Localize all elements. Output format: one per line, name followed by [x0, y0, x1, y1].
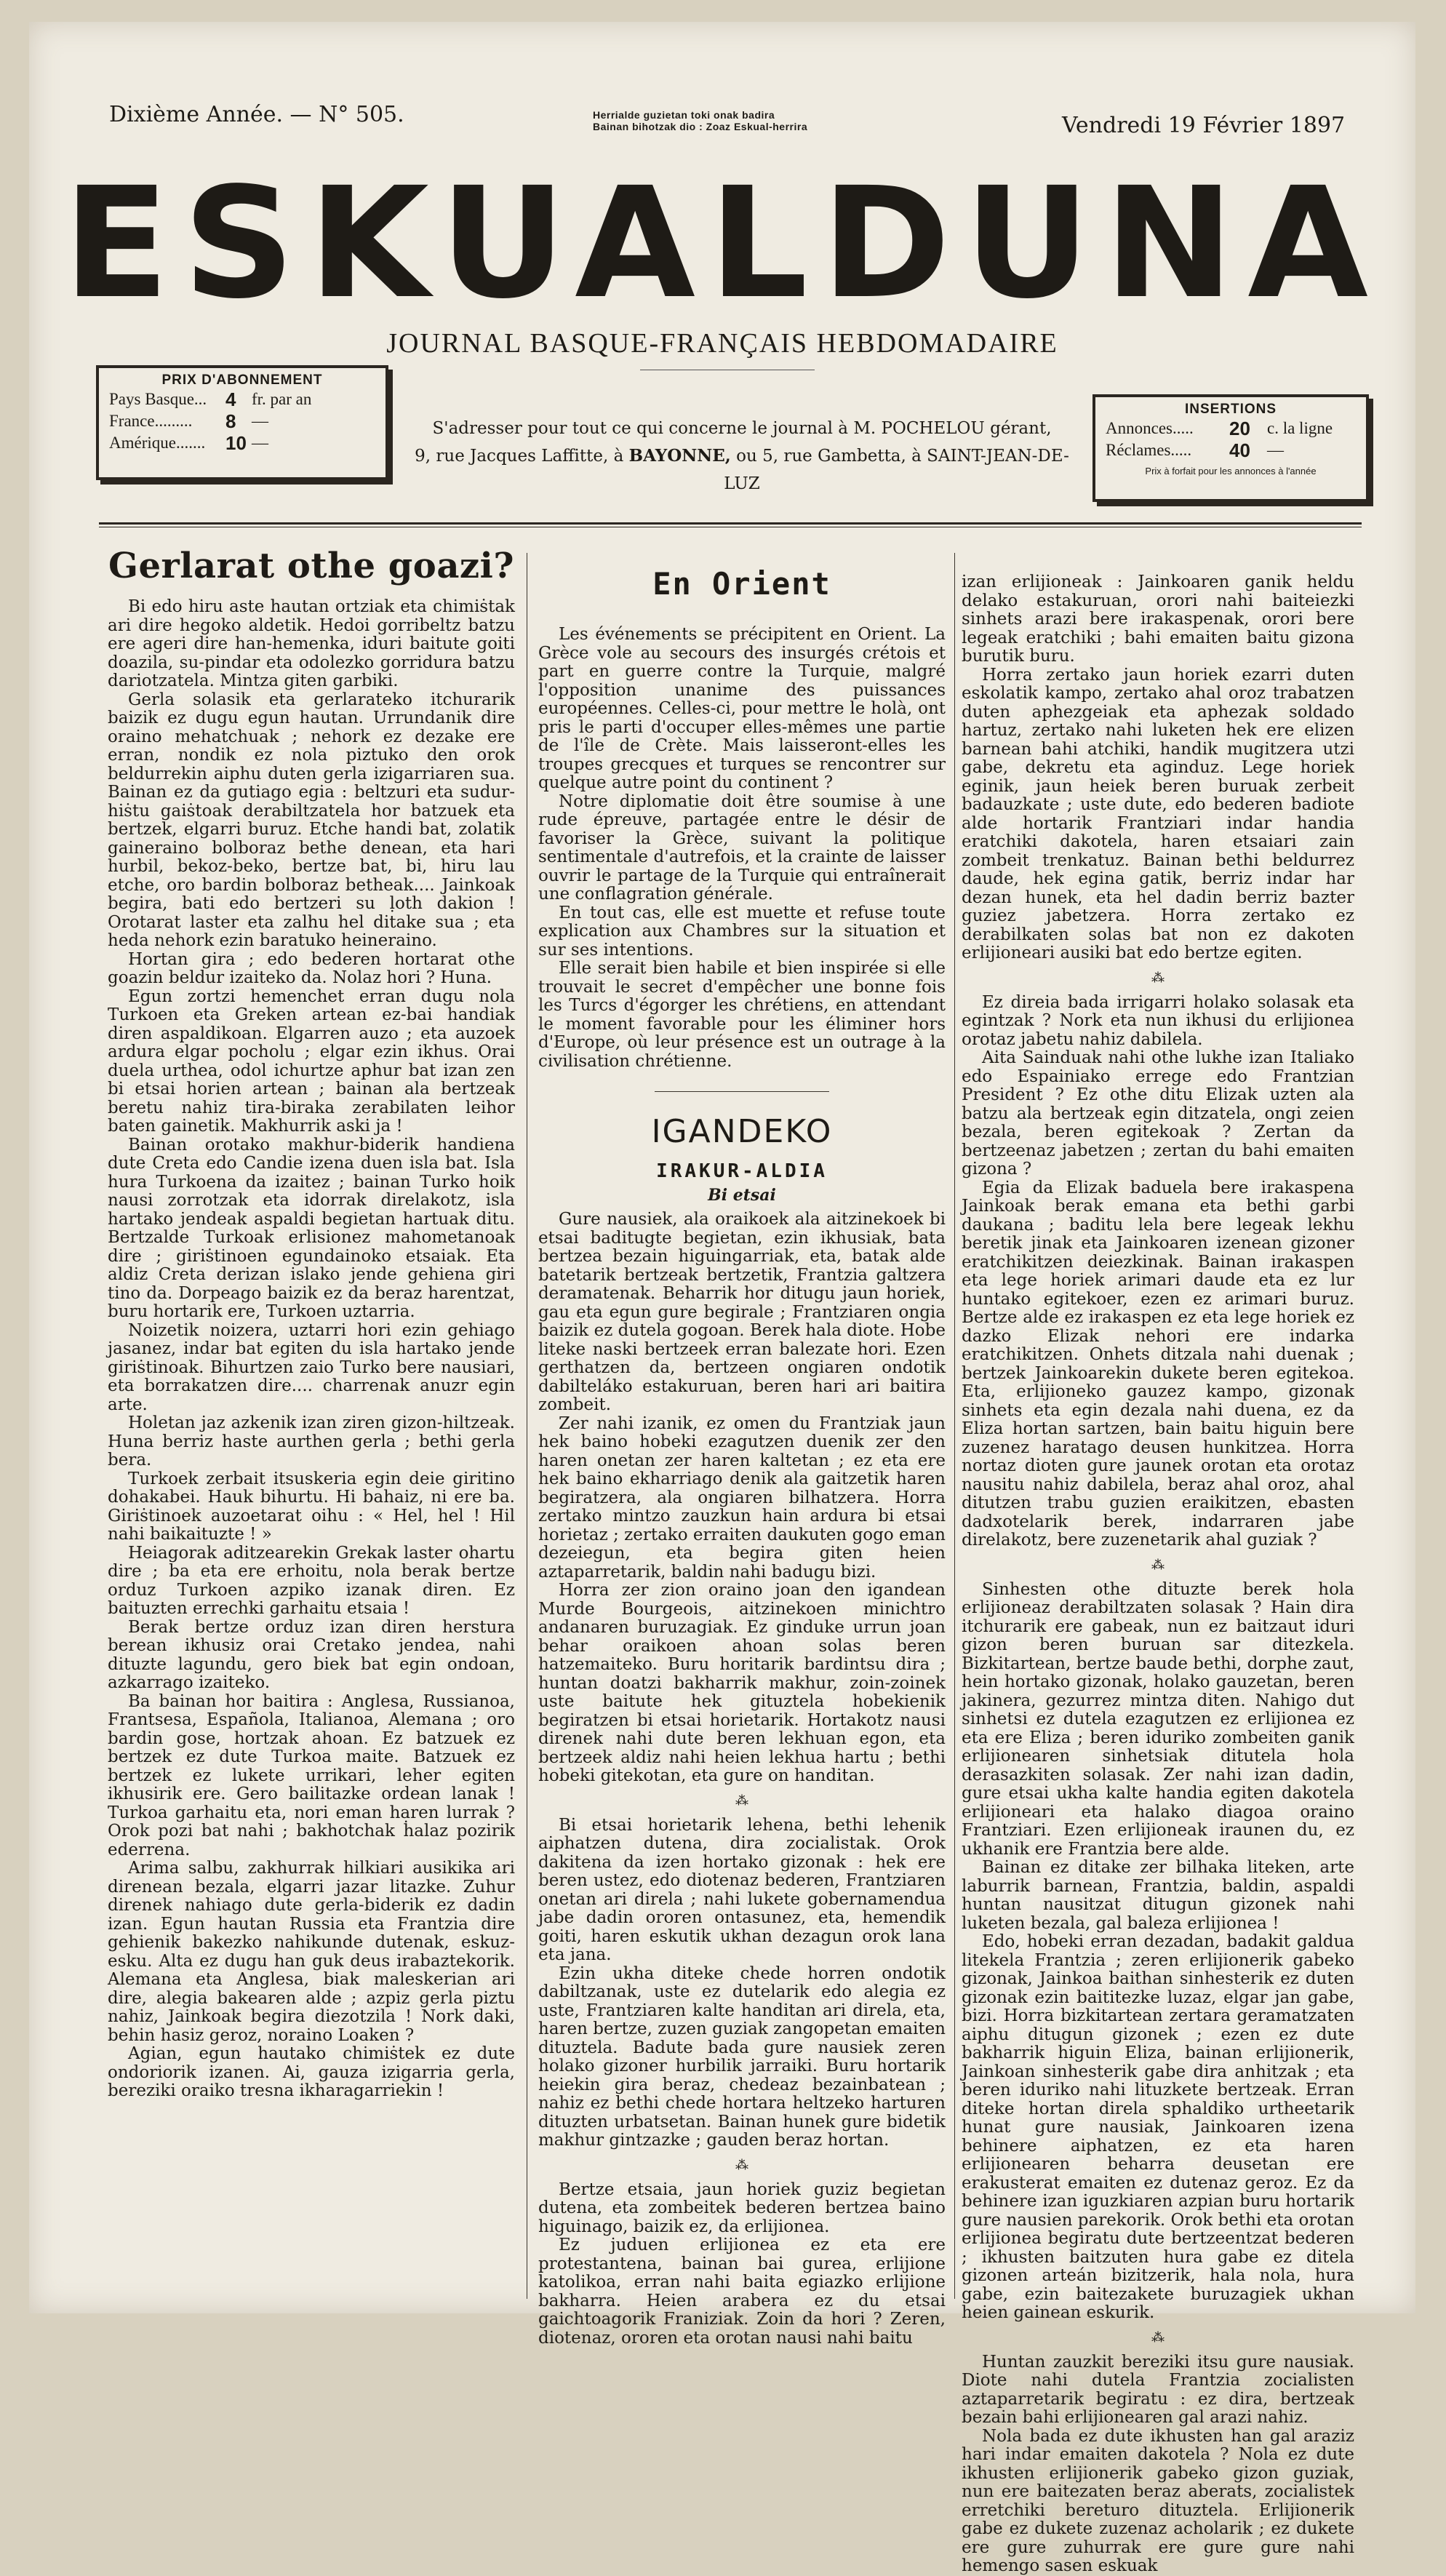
subscription-label: Amérique....... — [109, 434, 206, 452]
paragraph: Arima salbu, zakhurrak hilkiari ausikika ari direnean bezala, elgarri jazar litazke. Zuhur direnek nahiago dute gerla-biderik ez dadin izan. Egun hautan Russia eta Frantzia dire gehienik bakezko nahikunde dutenak, eskuz-esku. Alta ez dugu han guk deus irabaztekorik. Alemana eta Anglesa, biak maleskerian ari dire, alegia bakearen alde ; azpiz gerla piztu nahiz, Jainkoak begira diezotzila ! Nork daki, behin hasiz geroz, noraino Loaken ? — [108, 1859, 515, 2045]
paragraph: Hortan gira ; edo bederen hortarat othe goazin beldur izaiteko da. Nolaz hori ? Huna. — [108, 949, 515, 987]
insertions-price: 40 — [1229, 439, 1250, 461]
subscription-unit: fr. par an — [252, 390, 312, 408]
paragraph: Zer nahi izanik, ez omen du Frantziak jaun hek baino hobeki ezagutzen duenik zer den haren onetan zer haren kaltetan ; ez eta ere hek baino ekharriago denik ala gaitzetik haren begiratzera, ala ongiaren bilhatzera. Horra zertako mintzo zauzkun hain ardura bi etsai horietaz ; zertako erraiten daukuten gogo eman dezeiegun, eta begira giten heien aztaparretarik, baldin nahi badugu bizi. — [538, 1413, 946, 1582]
article-title: Gerlarat othe goazi? — [108, 546, 515, 586]
article-body — [962, 573, 1354, 2576]
article-body — [108, 598, 515, 2101]
section-subtitle: IRAKUR-ALDIA — [656, 1160, 828, 1182]
subscription-unit: — — [252, 434, 268, 452]
paragraph: Noizetik noizera, uztarri hori ezin gehiago jasanez, indar bat egiten du isla hartako jende giriṡtinoak. Bihurtzen zaio Turko bere nausiari, eta borrakatzen dire.... charrenak anuzr egin arte. — [108, 1320, 515, 1414]
subscription-box — [96, 365, 388, 480]
paragraph: En tout cas, elle est muette et refuse toute explication aux Chambres sur la situation et sur ses intentions. — [538, 903, 946, 960]
paragraph: Ezin ukha ditеke chede horren ondotik dabiltzanak, uste ez dutelarik edo alegia ez uste, Frantziaren kalte handitan ari direla, eta, haren bertze, zuzen guziak zangopetan emaiten dituztela. Badute bada gure nausiek zeren holako gizoner hurbilik jarraiki. Buru hortarik heiekin gira beraz, chedeaz bezainbatean ; nahiz ez bethi chede hortara heltzeko harturen dituzten urbatsetan. Bainan hunek gure bidetik makhur gintzazke ; gauden beraz hortan. — [538, 1963, 946, 2150]
subscription-row — [109, 432, 375, 454]
motto-line-2: Bainan bihotzak dio : Zoaz Eskual-herrira — [593, 121, 808, 132]
separator-stars: ⁂ — [735, 2157, 748, 2173]
subscription-row — [109, 410, 375, 432]
address-part: ou 5, rue Gambetta, à SAINT-JEAN-DE-LUZ — [724, 447, 1069, 493]
subscription-label: France......... — [109, 412, 193, 430]
insertions-box — [1093, 394, 1369, 502]
paragraph: Aita Sainduak nahi othe lukhe izan Italiako edo Espainiako erregе edo Frantzian President ? Ez othe ditu Elizak uzten ala batzu ala bertzeak egin ditzatela, ongi zeien bezala, beren egitekoak ? Zertan da bertzeenaz jabetzen ; zertan du bahi emaiten gizona ? — [962, 1048, 1354, 1179]
paragraph: Sinhesten othe dituzte berek hola erlijioneaz derabiltzaten solasak ? Hain dira itchurarik ere gabeak, nun ez baitzaut iduri gizon beren buruan sar ditezkela. Bizkitartean, bertze baude bethi, dorphe zaut, hein hortako gizonak, holako gauzetan, beren jakinera, gezurrez mintza diten. Nahigo dut sinhetsi ez dutela ezagutzen ez erlijionea ez eta ere Eliza ; beren iduriko zombeiten ganik erlijionearen sinhetsiak ditutela hola derasazkiten solasak. Zer nahi izan dadin, gure etsai ukha kalte handia egiten dakotela erlijioneari eta halako diagoa oraino Frantziari. Ezen erlijioneak iraunen du, ez ukhanik ere Frantzia bere alde. — [962, 1579, 1354, 1859]
insertions-row — [1106, 418, 1356, 439]
column-divider — [954, 553, 955, 2299]
paragraph: Berak bertze orduz izan diren herstura berean ikhusiz orai Cretako jendea, nahi dituzte lagundu, gero biek bat egin ondoan, azkarrago izaiteko. — [108, 1617, 515, 1692]
insertions-unit: — — [1267, 441, 1284, 459]
paragraph: Heiagorak aditzearekin Grekak laster ohartu dire ; ba eta ere erhoitu, nola berak bertze orduz Turkoen azpiko izanak diren. Ez baituzten errechki garhaitu etsaia ! — [108, 1543, 515, 1618]
insertions-note: Prix à forfait pour les annonces à l'année — [1145, 466, 1317, 476]
paragraph: izan erlijioneak : Jainkoaren ganik heldu delako estakuruan, orori nahi baiteiezki sinhets arazi bere irakaspenak, orori bere legeak eratchiki ; bahi emaiten baitu gizona burutik buru. — [962, 573, 1354, 666]
separator-stars: ⁂ — [735, 1793, 748, 1809]
masthead-subtitle: JOURNAL BASQUE-FRANÇAIS HEBDOMADAIRE — [386, 328, 1058, 359]
subscription-price: 4 — [225, 388, 236, 410]
subscription-label: Pays Basque... — [109, 390, 207, 408]
address-line-2 — [407, 442, 1076, 498]
insertions-label: Annonces..... — [1106, 419, 1194, 437]
paragraph: Gerla solasik eta gerlarateko itchurarik baizik ez dugu egun hautan. Urrundanik dire oraino mehatchuak ; nehork ez dezake ere erran, nondik ez nola piztuko den orok beldurrekin aiphu duten gerla izigarriaren sua. Bainan ez da gutiago egia : beltzuri eta sudur-hiṡtu gaiṡtoak derabiltzatela hor batzuek eta bertzek, elgarri buruz. Etche handi bat, zolatik gaineraino bolboraz bethe denean, eta hari hurbil, bekoz-beko, bertze bat, bi, hiru lau etche, oro bardin bolboraz betheak.... Jainkoak begira, bati edo bertzeri su ḷoth dakion ! Orotarat laster eta zalhu hel ditake sua ; eta heda nehork ezin baratuko heineraino. — [108, 690, 515, 950]
paragraph: Ez juduen erlijionea ez eta ere protestantena, bainan bai gurea, erlijione katolikoa, erran nahi baita egiazko erlijione bakharra. Heien arabera ez du etsai gaichtoagorik Franiziak. Zoin da hori ? Zeren, diotenaz, ororen eta orotan nausi nahi baitu — [538, 2236, 946, 2348]
paragraph: Edo, hobeki erran dezadan, badakit galdua litekela Frantzia ; zeren erlijionerik gabeko gizonak, Jainkoa baithan sinhesterik ez duten gizonak ezin baititezke luzaz, elgar jan gabe, bizi. Horra bizkitartean zertara geramatzaten aiphu ditugun gizonek ; ezen ez dute bakharrik higuin Eliza, bainan erlijionerik, Jainkoan sinhesterik gabe dira anhitzak ; eta beren iduriko nahi lituzkete bertzeak. Erran ditеke hortan direla sphaldiko urtheetarik hunat gure nausiak, Jainkoaren izena behinere aiphatzen, ez eta haren erlijionearen beharra deusetan ere erakusterat emaiten ez dutenaz geroz. Ez da behinere izan iguzkiaren azpian buru hortarik gure nausien parekorik. Orok bethi eta orotan erlijionea begiratu dute bertzeentzat bederen ; ikhusten baitzuten hura gabe ez ditela gizonen arteán bizitzerik, hala nola, hura gabe, ezin baitezakete buruzagiek ukhan heien gainean eskurik. — [962, 1932, 1354, 2322]
paragraph: Bi etsai horietarik lehena, bethi lehenik aiphatzen dutena, dira zocialistak. Orok dakitena da izen hortako gizonak : hek ere beren ustez, edo diotenaz bederen, Frantziaren onetan ari direla ; nahi lukete gobernamenduа jabe dadin ororen ontasunez, eta, hemendik goiti, haren eskutik ukhan dezagun orok lana eta jana. — [538, 1815, 946, 1964]
motto-line-1: Herrialde guzietan toki onak badira — [593, 109, 775, 121]
paragraph: Holetan jaz azkenik izan ziren gizon-hiltzeak. Huna berriz haste aurthen gerla ; bethi gerla bera. — [108, 1413, 515, 1470]
newspaper-page — [29, 22, 1415, 2575]
subscription-price: 10 — [225, 432, 247, 454]
article-title: En Orient — [652, 566, 831, 602]
paragraph: Agian, egun hautako chimiṡtek ez dute ondoriorik izanen. Ai, gauza izigarria gerla, bereziki oraiko tresna ikharagarriekin ! — [108, 2044, 515, 2100]
insertions-row — [1106, 439, 1356, 461]
paragraph: Bertze etsaia, jaun horiek guziz begietan dutena, eta zombeitek bederen bertzea baino higuinago, baizik ez, da erlijionea. — [538, 2180, 946, 2236]
paragraph: Egun zortzi hemenchet erran dugu nola Turkoen eta Greken artean ez-bai handiak diren aspaldikoan. Elgarren auzo ; eta auzoek ardura elgar pocholu ; elgar ezin ikhus. Orai duela urthea, odol ichurtze aphur bat izan zen bi etsai horien artean ; bainan ala bertzeak beretu nahiz tira-biraka zerabilaten leihor baten gainetik. Makhurrik aski ja ! — [108, 986, 515, 1136]
subscription-unit: — — [252, 412, 268, 430]
masthead-title: ESKUALDUNA — [63, 154, 1382, 332]
insertions-unit: c. la ligne — [1267, 419, 1333, 437]
address-line-1: S'adresser pour tout ce qui concerne le journal à M. POCHELOU gérant, — [432, 419, 1052, 438]
paragraph: Bainan orotako makhur-biderik handiena dute Creta edo Candie izena duen isla bat. Isla hura Turkoena da izaitez ; bainan Turko hoik nausi zorrotzak eta idorrak direlakotz, isla hartako jendeak aspaldi begietan hartuak ditu. Bertzalde Turkoak erlisionez mahometanoak dire ; giriṡtinoen egundainoko etsaiak. Eta aldiz Creta derizan islako jende gehiena giri tino da. Dorpeago baizik ez da beraz harentzat, buru hortarik ere, Turkoen uztarria. — [108, 1135, 515, 1321]
issue-number: Dixième Année. — N° 505. — [109, 102, 404, 127]
paragraph: Horra zertako jaun horiek ezarri duten eskolatik kampo, zertako ahal oroz trabatzen duten aphezgeiak eta aphezak soldado hartuz, zertako nahi luketen hek ere elizen barnean bahi atchiki, handik mugitzera utzi gabe, dekretu eta aginduz. Lege horiek eginik, jaun heiek beren buruak zerbeit badauzkate ; uste dute, edo bederen badiote alde hortarik Frantziari indar handia eratchiki dakotela, haren etsaiari zain zombeit trenkatuz. Bainan bethi beldurrez daude, hek egina gatik, berriz indar har dezan hunek, eta hel dadin berriz bazter guziez jabetzera. Horra zertako ez derabilkaten solas bat non ez dakoten erlijioneari ausiki bat edo bertze egiten. — [962, 665, 1354, 962]
subscription-row — [109, 388, 375, 410]
subscription-title: PRIX D'ABONNEMENT — [161, 372, 323, 388]
article-body — [538, 1211, 946, 2348]
address-city: BAYONNE, — [628, 446, 731, 466]
paragraph: Ez direia bada irrigarri holako solasak eta egintzak ? Nork eta nun ikhusi du erlijionea orotaz jabetu nahiz dabilela. — [962, 992, 1354, 1049]
paragraph: Gure nausiek, ala oraikoek ala aitzinekoek bi etsai baditugte begietan, ezin ikhusiak, bata bertzea bezain higuingarriak, eta, batak alde batetarik bertzeak bertzetik, Frantzia galtzera deramatenak. Beharrik hor ditugu jaun horiek, gau eta egun gure begirale ; Frantziaren ongia baizik ez dutela gogoan. Berek hala diote. Hobe liteke naski bertzeek erran balezate hori. Ezen gerthatzen da, bertzeen ongiaren ondotik dabilteláko estakuruan, beren hari ari baitira zombeit. — [538, 1210, 946, 1414]
insertions-price: 20 — [1229, 418, 1250, 439]
section-divider — [655, 1091, 829, 1092]
address-block — [407, 415, 1076, 498]
paragraph: Bainan ez ditake zer bilhaka liteken, arte laburrik barnean, Frantzia, baldin, aspaldi huntan nausitzat ditugun gizonek nahi luketen bezala, gal baleza erlijionea ! — [962, 1858, 1354, 1933]
paragraph: Bi edo hiru aste hautan ortziak eta chimiṡtak ari dire hegoko aldetik. Hedoi gorribeltz batzu ere ageri dire han-hemenka, iduri baitute goiti doazila, su-pindar eta odolezko gorridura batzu dariotzatela. Mintza giten garbiki. — [108, 597, 515, 690]
paragraph: Egia da Elizak baduela bere irakaspena Jainkoak berak emana eta bethi garbi daukana ; baditu lela bere legeak lekhu beretik jinak eta Jainkoaren izenean gizoner eratchikitzen deiezkinak. Bainan irakaspen eta lege horiek arimari daude eta ez lur huntako egitekoer, ezen ez arimari buruz. Bertze alde ez irakaspen ez eta lege horiek ez dazko Elizak nehori ere indarka eratchikitzen. Onhets ditzala nahi duenak ; bertzek Jainkoarekin dukete beren egitekoa. Eta, erlijioneko gauzez kampo, gizonak sinhets eta egin dezala nahi duena, ez da Eliza hortan sartzen, bain baitu higuin bere zuzenez haratago deusen hunkitzea. Horra nortaz dioten gure jaunek orotan eta orotaz nausitu nahiz dabilela, beraz ahal oroz, ahal ditutzen trabu guzien eraikitzen, ebasten dadxotelarik berek, indarraren jabe direlakotz, bere zuzenetarik ahal guziak ? — [962, 1178, 1354, 1550]
section-title: IGANDEKO — [651, 1113, 833, 1150]
subscription-price: 8 — [225, 410, 236, 432]
article-heading: Bi etsai — [708, 1186, 776, 1205]
article-body — [538, 626, 946, 1071]
separator-stars: ⁂ — [1151, 2329, 1165, 2345]
address-part: 9, rue Jacques Laffitte, à — [415, 447, 624, 466]
paragraph: Elle serait bien habile et bien inspirée si elle trouvait le secret d'empêcher une bonne fois les Turcs d'égorger les chrétiens, en attendant le moment favorable pour les éliminer hors d'Europe, où leur présence est un outrage à la civilisation chrétienne. — [538, 959, 946, 1071]
separator-stars: ⁂ — [1151, 970, 1165, 986]
paragraph: Ba bainan hor baitira : Anglesa, Russianoa, Frantsesa, Española, Italianoa, Alemana ; oro bardin gose, hortzak ahoan. Ez batzuek ez bertzek ez dute Turkoa maite. Batzuek ez bertzek ez lukete urrikari, leher egiten ikhusirik ere. Gero bailitazke ordean lanak ! Turkoa garhaitu eta, nori eman haren lurrak ? Orok pozi bat nahi ; bakhotchak ḣalaz pozirik ederrena. — [108, 1691, 515, 1859]
paragraph: Nola bada ez dute ikhusten han gal araziz hari indar emaiten dakotela ? Nola ez dute ikhusten erlijionerik gabeko gizon guziak, nun ere baitezaten beraz aberats, zocialistek erretchiki bereturo dituztela. Erlijionerik gabe ez dukete zuzenaz acholarik ; ez dukete ere gure zuhurrak ere gure gure nahi hemengo sasen eskuak — [962, 2426, 1354, 2575]
paragraph: Notre diplomatie doit être soumise à une rude épreuve, partagée entre le désir de favoriser la Grèce, suivant la politique sentimentale d'autrefois, et la crainte de laisser ouvrir le partage de la Turquie qui entraînerait une conflagration générale. — [538, 791, 946, 904]
paragraph: Les événements se précipitent en Orient. La Grèce vole au secours des insurgés crétois et part en guerre contre la Turquie, malgré l'opposition unanime des puissances européennes. Celles-ci, pour mettre le holà, ont pris le parti d'occuper elles-mêmes une partie de l'île de Crète. Mais laisseront-elles les troupes grecques et turques se rencontrer sur quelque autre point du continent ? — [538, 625, 946, 792]
paragraph: Huntan zauzkit bereziki itsu gure nausiak. Diote nahi dutela Frantzia zocialisten aztaparretarik begiratu : ez dira, bertzeak bezain bahi erlijionearen gal arazi nahiz. — [962, 2352, 1354, 2427]
issue-date: Vendredi 19 Février 1897 — [1062, 113, 1346, 138]
separator-stars: ⁂ — [1151, 1557, 1165, 1573]
paragraph: Horra zer zion oraino joan den igandean Murde Bourgeois, aitzinekoen minichtro andanaren buruzagiak. Ez ginduke urrun joan behar oraikoen ahoan solas beren hatzemaiteko. Buru horitarik bardintsu dira ; huntan doatzi bakharrik makhur, zoin-zoinek uste baitute hek gituztela hobekienik begiratzen bi etsai horietarik. Hortakotz nausi direnek nahi dute beren lekhuan egon, eta bertzeek aldiz nahi heien lekhua hartu ; bethi hobeki gitekotan, eta gure on handitan. — [538, 1581, 946, 1785]
insertions-title: INSERTIONS — [1184, 402, 1277, 417]
motto — [593, 109, 898, 132]
header-rule — [99, 522, 1362, 525]
insertions-label: Réclames..... — [1106, 441, 1192, 459]
paragraph: Turkoek zerbait itsuskeria egin deie giritino dohakabei. Hauk bihurtu. Hi bahaiz, ni ere ba. Giriṡtinoek auzoetarat oihu : « Hel, hel ! Hil nahi baikaituzte ! » — [108, 1469, 515, 1544]
